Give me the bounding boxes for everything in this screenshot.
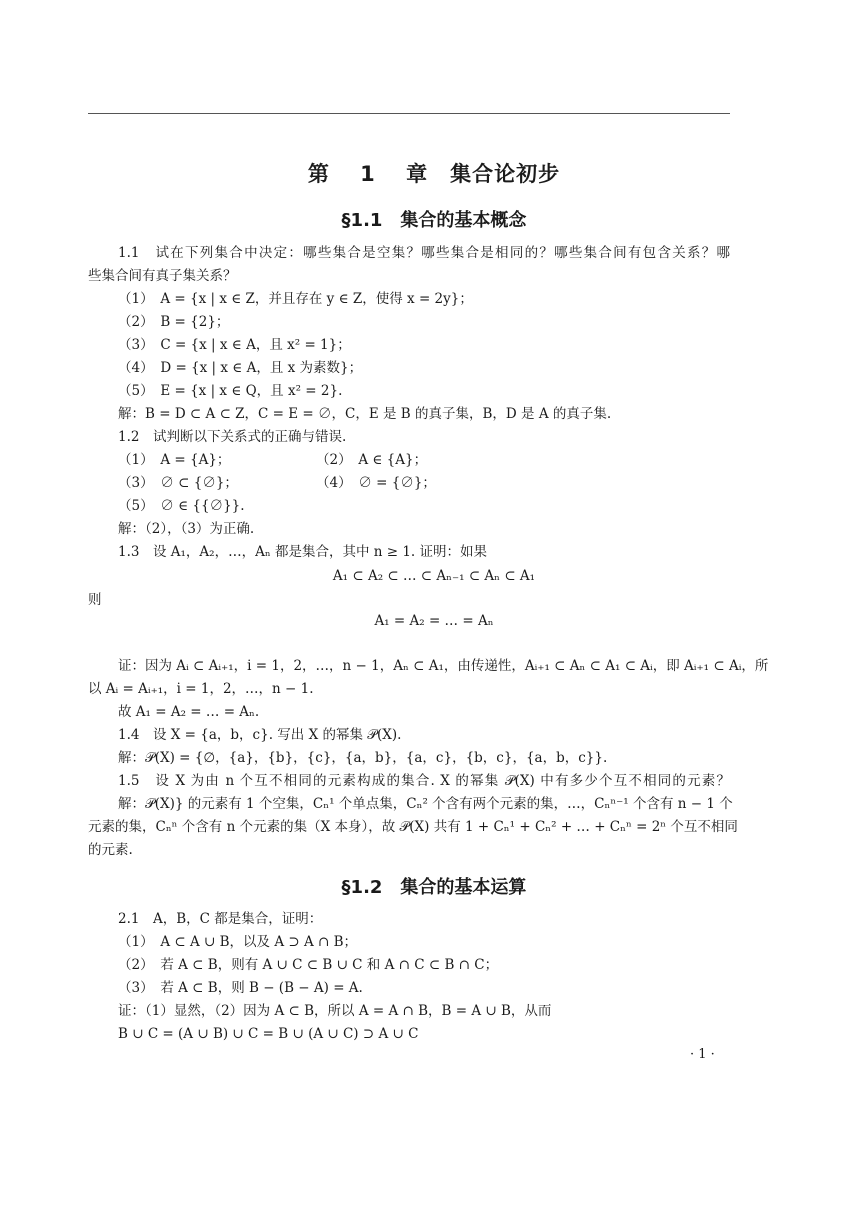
page-number: · 1 · — [690, 1047, 715, 1062]
text-line: 证：因为 Aᵢ ⊂ Aᵢ₊₁，i = 1，2，…，n − 1，Aₙ ⊂ A₁，由传递性，Aᵢ₊₁ ⊂ Aₙ ⊂ A₁ ⊂ Aᵢ，即 Aᵢ₊₁ ⊂ Aᵢ，所 — [118, 658, 769, 674]
text-line: （1） A = {x | x ∈ Z，并且存在 y ∈ Z，使得 x = 2y}； — [118, 291, 473, 307]
text-line: 则 — [88, 592, 102, 608]
section-title: §1.2 集合的基本运算 — [341, 877, 527, 898]
text-line: （3） 若 A ⊂ B，则 B − (B − A) = A. — [118, 980, 363, 996]
text-line: （5） E = {x | x ∈ Q，且 x² = 2}. — [118, 383, 343, 399]
text-line: 元素的集，Cₙⁿ 个含有 n 个元素的集（X 本身），故 𝒫(X) 共有 1 + Cₙ¹ + Cₙ² + … + Cₙⁿ = 2ⁿ 个互不相同 — [88, 819, 738, 835]
display-formula: A₁ ⊂ A₂ ⊂ … ⊂ Aₙ₋₁ ⊂ Aₙ ⊂ A₁ — [332, 568, 536, 584]
header-rule — [88, 113, 730, 114]
text-line: 解：𝒫(X)} 的元素有 1 个空集，Cₙ¹ 个单点集，Cₙ² 个含有两个元素的集，…，Cₙⁿ⁻¹ 个含有 n − 1 个 — [118, 796, 733, 812]
text-line: 解：𝒫(X) = {∅，{a}，{b}，{c}，{a，b}，{a，c}，{b，c}，{a，b，c}}. — [118, 750, 608, 766]
text-line: 1.4 设 X = {a，b，c}. 写出 X 的幂集 𝒫(X). — [118, 727, 402, 743]
text-line: 证：（1）显然，（2）因为 A ⊂ B，所以 A = A ∩ B，B = A ∪ B，从而 — [118, 1003, 552, 1019]
text-line: 故 A₁ = A₂ = … = Aₙ. — [118, 704, 260, 720]
text-line: 的元素. — [88, 842, 133, 858]
section-title: §1.1 集合的基本概念 — [341, 210, 527, 231]
text-line: （5） ∅ ∈ {{∅}}. — [118, 498, 245, 514]
text-line: 1.3 设 A₁，A₂，…，Aₙ 都是集合，其中 n ≥ 1. 证明：如果 — [118, 544, 488, 560]
chapter-title: 第 1 章 集合论初步 — [307, 162, 561, 186]
text-line: 1.1 试在下列集合中决定：哪些集合是空集？哪些集合是相同的？哪些集合间有包含关系？哪 — [118, 245, 730, 261]
text-line: 1.2 试判断以下关系式的正确与错误. — [118, 429, 347, 445]
text-line: （1） A ⊂ A ∪ B，以及 A ⊃ A ∩ B； — [118, 934, 358, 950]
text-line: （4） ∅ = {∅}； — [316, 475, 436, 491]
text-line: 1.5 设 X 为由 n 个互不相同的元素构成的集合. X 的幂集 𝒫(X) 中有多少个互不相同的元素？ — [118, 773, 730, 789]
text-line: （3） C = {x | x ∈ A，且 x² = 1}； — [118, 337, 351, 353]
text-line: 以 Aᵢ = Aᵢ₊₁，i = 1，2，…，n − 1. — [88, 681, 314, 697]
display-formula: A₁ = A₂ = … = Aₙ — [374, 613, 494, 629]
text-line: （2） 若 A ⊂ B，则有 A ∪ C ⊂ B ∪ C 和 A ∩ C ⊂ B ∩ C； — [118, 957, 499, 973]
text-line: （3） ∅ ⊂ {∅}； — [118, 475, 238, 491]
text-line: （1） A = {A}； — [118, 452, 231, 468]
text-line: 解：B = D ⊂ A ⊂ Z，C = E = ∅，C，E 是 B 的真子集，B，D 是 A 的真子集. — [118, 406, 612, 422]
text-line: 些集合间有真子集关系？ — [88, 268, 237, 284]
text-line: （2） A ∈ {A}； — [316, 452, 428, 468]
text-line: 解：（2），（3）为正确. — [118, 521, 255, 537]
text-line: （2） B = {2}； — [118, 314, 230, 330]
text-line: B ∪ C = (A ∪ B) ∪ C = B ∪ (A ∪ C) ⊃ A ∪ C — [118, 1026, 419, 1042]
text-line: 2.1 A，B，C 都是集合，证明： — [118, 911, 323, 927]
text-line: （4） D = {x | x ∈ A，且 x 为素数}； — [118, 360, 363, 376]
